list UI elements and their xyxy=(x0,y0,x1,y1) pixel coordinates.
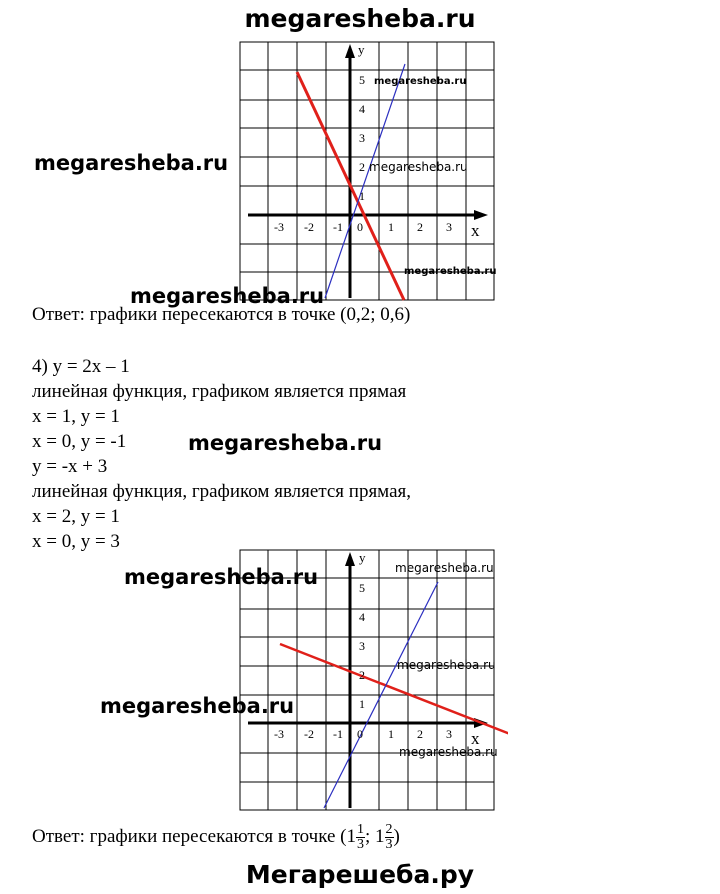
graph-2-x-tick: 2 xyxy=(417,727,423,741)
graph-1-x-tick: -3 xyxy=(274,220,284,234)
graph-1-y-tick: 1 xyxy=(359,189,365,203)
graph-2-y-tick: 4 xyxy=(359,610,365,624)
watermark: megaresheba.ru xyxy=(188,431,383,455)
graph-2-x-tick: 1 xyxy=(388,727,394,741)
graph-2-x-tick: -1 xyxy=(333,727,343,741)
graph-2-x-tick: -2 xyxy=(304,727,314,741)
graph-2-y-ticks xyxy=(359,581,365,711)
answer-2 xyxy=(32,822,400,852)
graph-1-blue-line xyxy=(325,64,405,298)
graph-1-y-label: y xyxy=(358,42,365,57)
graph-2-y-tick: 1 xyxy=(359,697,365,711)
section-4-line-8: x = 0, y = 3 xyxy=(32,531,120,552)
watermark: megaresheba.ru xyxy=(395,561,494,575)
graph-1-x-tick: 0 xyxy=(357,220,363,234)
graph-1-y-tick: 4 xyxy=(359,102,365,116)
graph-2-x-tick: 0 xyxy=(357,727,363,741)
graph-2-x-tick: 3 xyxy=(446,727,452,741)
watermark: megaresheba.ru xyxy=(404,266,497,277)
answer-2-suffix: ) xyxy=(393,826,400,847)
fraction-2-denominator: 3 xyxy=(385,837,393,853)
graph-2-y-label: y xyxy=(359,550,366,565)
watermark: megaresheba.ru xyxy=(130,284,325,308)
graph-2-x-label: x xyxy=(471,729,480,748)
graph-2-y-tick: 5 xyxy=(359,581,365,595)
watermark: megaresheba.ru xyxy=(369,160,468,174)
section-4-line-1: 4) y = 2x – 1 xyxy=(32,356,130,377)
watermark: megaresheba.ru xyxy=(100,694,295,718)
section-4-line-6: линейная функция, графиком является прямая, xyxy=(32,481,411,502)
section-4-line-5: y = -x + 3 xyxy=(32,456,108,477)
watermark: megaresheba.ru xyxy=(124,565,319,589)
section-4-line-3: x = 1, y = 1 xyxy=(32,406,120,427)
graph-1-x-tick: 1 xyxy=(388,220,394,234)
graph-2-grid xyxy=(240,550,494,810)
answer-2-prefix: Ответ: графики пересекаются в точке (1 xyxy=(32,826,356,847)
section-4-line-7: x = 2, y = 1 xyxy=(32,506,120,527)
watermark: megaresheba.ru xyxy=(397,658,496,672)
graph-1-x-tick: -1 xyxy=(333,220,343,234)
graph-2-y-arrow xyxy=(345,552,355,566)
fraction-2-numerator: 2 xyxy=(385,822,393,838)
graph-2-x-tick: -3 xyxy=(274,727,284,741)
graph-1-x-ticks xyxy=(274,220,452,234)
graph-1-x-arrow xyxy=(474,210,488,220)
fraction-1 xyxy=(356,823,365,852)
graph-1-x-tick: 2 xyxy=(417,220,423,234)
graph-1-x-tick: 3 xyxy=(446,220,452,234)
section-4-line-2: линейная функция, графиком является прямая xyxy=(32,381,407,402)
fraction-2 xyxy=(385,823,394,852)
graph-1-y-tick: 2 xyxy=(359,160,365,174)
watermark: megaresheba.ru xyxy=(34,151,229,175)
graph-1-y-arrow xyxy=(345,44,355,58)
header-watermark: megaresheba.ru xyxy=(244,4,476,33)
fraction-1-numerator: 1 xyxy=(357,822,364,838)
footer-watermark: Мегарешеба.ру xyxy=(245,860,475,889)
graph-1-x-label: x xyxy=(471,221,480,240)
graph-1-y-tick: 3 xyxy=(359,131,365,145)
answer-2-middle: ; 1 xyxy=(365,826,385,847)
watermark: megaresheba.ru xyxy=(399,745,498,759)
fraction-1-denominator: 3 xyxy=(357,837,364,853)
graph-1-x-tick: -2 xyxy=(304,220,314,234)
answer-1: Ответ: графики пересекаются в точке (0,2; 0,6) xyxy=(32,304,411,325)
graph-2-x-ticks xyxy=(274,727,452,741)
graph-2-y-tick: 3 xyxy=(359,639,365,653)
graph-1-y-tick: 5 xyxy=(359,73,365,87)
watermark: megaresheba.ru xyxy=(374,76,467,87)
section-4-line-4: x = 0, y = -1 xyxy=(32,431,127,452)
graph-2-y-tick: 2 xyxy=(359,668,365,682)
